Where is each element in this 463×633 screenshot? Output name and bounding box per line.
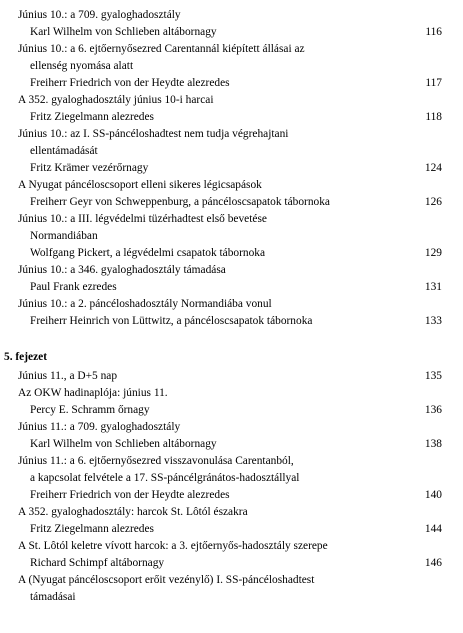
toc-entry-title: Június 10.: a 346. gyaloghadosztály támadása xyxy=(18,264,226,276)
toc-entry-page: 131 xyxy=(424,281,442,293)
toc-entry-title: Június 10.: a 709. gyaloghadosztály xyxy=(18,9,181,21)
toc-entry-author: Fritz Ziegelmann alezredes xyxy=(30,523,154,535)
toc-entry-title: A Nyugat páncéloscsoport elleni sikeres légicsapások xyxy=(18,179,262,191)
toc-entry-title: Június 11.: a 709. gyaloghadosztály xyxy=(18,421,181,433)
toc-entry-author: Freiherr Friedrich von der Heydte alezredes xyxy=(30,77,230,89)
toc-entry-author: Fritz Krämer vezérőrnagy xyxy=(30,162,149,174)
toc-entry-page: 144 xyxy=(424,523,442,535)
toc-entry-title-continuation: a kapcsolat felvétele a 17. SS-páncélgránátos-hadosztállyal xyxy=(30,472,300,484)
toc-entry-author: Fritz Ziegelmann alezredes xyxy=(30,111,154,123)
toc-entry-title: Június 10.: a 6. ejtőernyősezred Carentannál kiépített állásai az xyxy=(18,43,305,55)
toc-entry-title: Június 10.: a 2. páncéloshadosztály Normandiába vonul xyxy=(18,298,272,310)
toc-entry-page: 124 xyxy=(424,162,442,174)
toc-entry-title-continuation: ellentámadását xyxy=(30,145,98,157)
toc-entry-page: 138 xyxy=(424,438,442,450)
toc-entry-page: 136 xyxy=(424,404,442,416)
toc-entry-author: Freiherr Heinrich von Lüttwitz, a páncéloscsapatok tábornoka xyxy=(30,315,313,327)
toc-entry-title: A 352. gyaloghadosztály: harcok St. Lôtól északra xyxy=(18,506,248,518)
toc-entry-page: 133 xyxy=(424,315,442,327)
toc-entry-title: A (Nyugat páncéloscsoport erőit vezénylő) I. SS-páncéloshadtest xyxy=(18,574,315,586)
toc-entry-author: Richard Schimpf altábornagy xyxy=(30,557,165,569)
toc-entry-page: 135 xyxy=(424,370,442,382)
toc-entry-title: Június 11., a D+5 nap xyxy=(18,370,118,382)
toc-entry-author: Karl Wilhelm von Schlieben altábornagy xyxy=(30,26,217,38)
toc-entry-author: Freiherr Geyr von Schweppenburg, a páncéloscsapatok tábornoka xyxy=(30,196,330,208)
toc-entry-title: Június 11.: a 6. ejtőernyősezred visszavonulása Carentanból, xyxy=(18,455,294,467)
toc-entry-author: Paul Frank ezredes xyxy=(30,281,117,293)
toc-entry-author: Percy E. Schramm őrnagy xyxy=(30,404,150,416)
toc-entry-page: 126 xyxy=(424,196,442,208)
toc-entry-title: A 352. gyaloghadosztály június 10-i harcai xyxy=(18,94,214,106)
toc-entry-title-continuation: ellenség nyomása alatt xyxy=(30,60,134,72)
chapter-heading: 5. fejezet xyxy=(4,351,47,363)
toc-entry-page: 146 xyxy=(424,557,442,569)
toc-entry-page: 118 xyxy=(425,111,442,123)
toc-entry-author: Karl Wilhelm von Schlieben altábornagy xyxy=(30,438,217,450)
toc-entry-title: Június 10.: a III. légvédelmi tüzérhadtest első bevetése xyxy=(18,213,267,225)
toc-entry-title: Június 10.: az I. SS-páncéloshadtest nem tudja végrehajtani xyxy=(18,128,289,140)
toc-entry-page: 129 xyxy=(424,247,442,259)
toc-entry-title: Az OKW hadinaplója: június 11. xyxy=(18,387,168,399)
toc-entry-title: A St. Lôtól keletre vívott harcok: a 3. ejtőernyős-hadosztály szerepe xyxy=(18,540,328,552)
toc-entry-page: 117 xyxy=(425,77,442,89)
toc-entry-author: Freiherr Friedrich von der Heydte alezredes xyxy=(30,489,230,501)
toc-entry-author: Wolfgang Pickert, a légvédelmi csapatok tábornoka xyxy=(30,247,266,259)
toc-entry-page: 140 xyxy=(424,489,442,501)
toc-entry-title-continuation: támadásai xyxy=(30,591,76,603)
toc-entry-title-continuation: Normandiában xyxy=(30,230,98,242)
toc-entry-page: 116 xyxy=(425,26,442,38)
